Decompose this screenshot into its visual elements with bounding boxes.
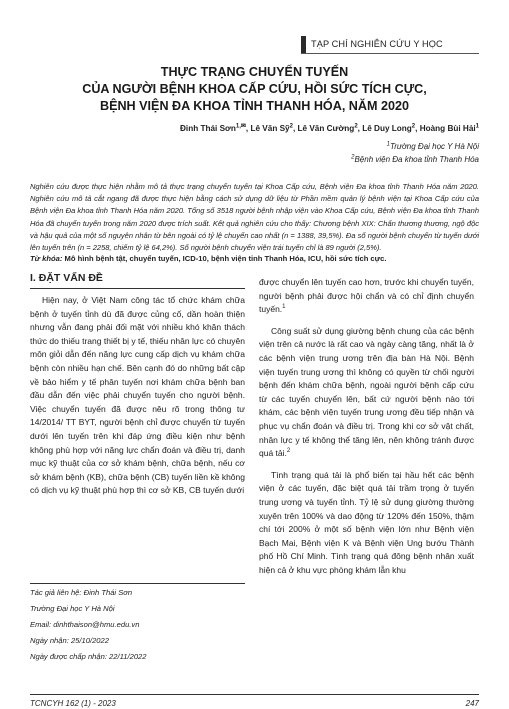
footer-divider xyxy=(30,694,479,695)
keywords-text: Mô hình bệnh tật, chuyển tuyến, ICD-10, bệnh viện tỉnh Thanh Hóa, ICU, hồi sức tích cực. xyxy=(64,254,387,263)
author-1: Đinh Thái Sơn xyxy=(180,124,236,133)
body-paragraph: được chuyển lên tuyến cao hơn, trước khi chuyển tuyến, người bệnh phải được hội chẩn và có chỉ định chuyển tuyến.$^1$ xyxy=(259,277,474,315)
body-paragraph: Tình trạng quá tải là phổ biến tại hầu hết các bệnh viện ở các tuyến, đặc biệt quá tải trầm trọng ở tuyến trung ương và tuyến tỉnh. Tỷ lệ sử dụng giường thường xuyên trên 100% và dao động từ 120% đến 150%, thậm chí tới 200% ở một số bệnh viện lớn như Bệnh viện Bạch Mai, Bệnh viện K và Bệnh viện Ung bướu Thành phố Hồ Chí Minh. Tình trạng quá đông bệnh nhân xuất hiện cả ở khu vực phòng khám lẫn khu xyxy=(259,469,474,575)
citation: 1 xyxy=(282,304,286,311)
body-paragraph: Hiện nay, ở Việt Nam công tác tổ chức khám chữa bệnh ở tuyến tỉnh dù đã được củng cố, dần hoàn thiện nhưng vẫn đang phải đối mặt với nhiều khó khăn thách thức do thiếu trang thiết bị y tế, thiếu nhân lực có chuyên môn giỏi dẫn đến năng lực cung cấp dịch vụ khám chữa bệnh còn nhiều hạn chế. Bên cạnh đó do những bất cập về bảo hiểm y tế phân tuyến nơi khám chữa bệnh ban đầu dẫn đến việc phải chuyển tuyến cho người bệnh. Việc chuyển tuyến đã được nêu rõ trong thông tư 14/2014/ TT BYT, người bệnh chỉ được chuyển từ tuyến dưới lên tuyến trên khi đáp ứng điều kiện như bệnh không phù hợp với năng lực chẩn đoán và điều trị, danh mục kỹ thuật của cơ sở khám bệnh, chữa bệnh, nếu cơ sở khám bệnh (KB), chữa bệnh (CB) tuyến liền kề không có dịch vụ kỹ thuật phù hợp thì cơ sở KB, CB tuyến dưới xyxy=(30,295,245,496)
author-list: Đinh Thái Sơn$^{1,✉}$, Lê Văn Sỹ$^2$, Lê Văn Cường$^2$, Lê Duy Long$^2$, Hoàng Bùi Hải$^1$ xyxy=(180,123,479,133)
journal-issue: TCNCYH 162 (1) - 2023 xyxy=(30,699,116,708)
article-title-line-1: THỰC TRẠNG CHUYỂN TUYẾN xyxy=(160,65,349,79)
journal-name: TẠP CHÍ NGHIÊN CỨU Y HỌC xyxy=(311,39,443,49)
body-paragraph: Công suất sử dụng giường bệnh chung của các bệnh viện trên cả nước là rất cao và ngày càng tăng, nhất là ở các bệnh viện trung ương trên địa bàn Hà Nội. Bệnh viện tuyến trung ương thì không có quyền từ chối người bệnh đến khám chữa bệnh, ngoài người bệnh cấp cứu từ các tuyến chuyển lên, bất cứ người bệnh nào tới khám, các bệnh viện tuyến trung ương đều tiếp nhận và phục vụ chẩn đoán và điều trị. Trong khi cơ sở vật chất, nhân lực y tế không thể tăng lên, nên không tránh được quá tải.$^2$ xyxy=(259,325,474,459)
footnote-divider xyxy=(30,583,245,584)
journal-header xyxy=(301,36,479,54)
corresponding-email: Email: dinhthaison@hmu.edu.vn xyxy=(30,620,140,629)
keywords-label: Từ khóa: xyxy=(30,254,63,263)
affiliation-1: $^1$Trường Đại học Y Hà Nội xyxy=(386,141,479,151)
author-2: Lê Văn Sỹ xyxy=(250,124,290,133)
right-column xyxy=(259,276,474,577)
author-3: Lê Văn Cường xyxy=(297,124,355,133)
left-column xyxy=(30,294,245,498)
article-title-line-2: CỦA NGƯỜI BỆNH KHOA CẤP CỨU, HỒI SỨC TÍCH CỰC, xyxy=(82,82,427,96)
corresponding-institution: Trường Đại học Y Hà Nội xyxy=(30,604,115,613)
author-4: Lê Duy Long xyxy=(362,124,412,133)
affiliation-2: $^2$Bệnh viện Đa khoa tỉnh Thanh Hóa xyxy=(351,154,479,164)
abstract: Nghiên cứu được thực hiện nhằm mô tả thực trạng chuyển tuyến tại Khoa Cấp cứu, Bệnh viện Đa khoa tỉnh Thanh Hóa năm 2020. Nghiên cứu mô tả cắt ngang đã được thực hiện bằng cách sử dụng dữ liệu từ Phần mềm quản lý bệnh viện tại Khoa Cấp cứu của Bệnh viện Đa khoa tỉnh Thanh Hóa năm 2020. Tổng số 3518 người bệnh nhập viện vào Khoa Cấp cứu, Bệnh viện Đa khoa tỉnh Thanh Hóa đã chuyển tuyến trong năm 2020 được trích suất. Kết quả nghiên cứu cho thấy: Chương bệnh XIX: Chấn thương thương, ngộ độc và hậu quả của một số nguyên nhân từ bên ngoài có tỷ lệ chuyển cao nhất (n = 1388, 39,5%). Đa số người bệnh chuyển từ tuyến dưới lên tuyến trên (n = 2258, chiếm tỷ lệ 64,2%). Số người bệnh chuyển viện trái tuyến chỉ là 89 người (2,5%). xyxy=(30,182,479,253)
section-heading: I. ĐẶT VẤN ĐỀ xyxy=(30,271,245,289)
article-title-line-3: BỆNH VIỆN ĐA KHOA TỈNH THANH HÓA, NĂM 2020 xyxy=(99,99,410,113)
page-number: 247 xyxy=(465,699,479,708)
received-date: Ngày nhận: 25/10/2022 xyxy=(30,636,109,645)
author-1-affil: 1,✉ xyxy=(235,123,246,130)
corresponding-author: Tác giả liên hệ: Đinh Thái Sơn xyxy=(30,588,133,597)
author-5: Hoàng Bùi Hải xyxy=(419,124,476,133)
keywords xyxy=(30,253,479,265)
accepted-date: Ngày được chấp nhận: 22/11/2022 xyxy=(30,652,147,661)
citation: 2 xyxy=(286,448,291,455)
